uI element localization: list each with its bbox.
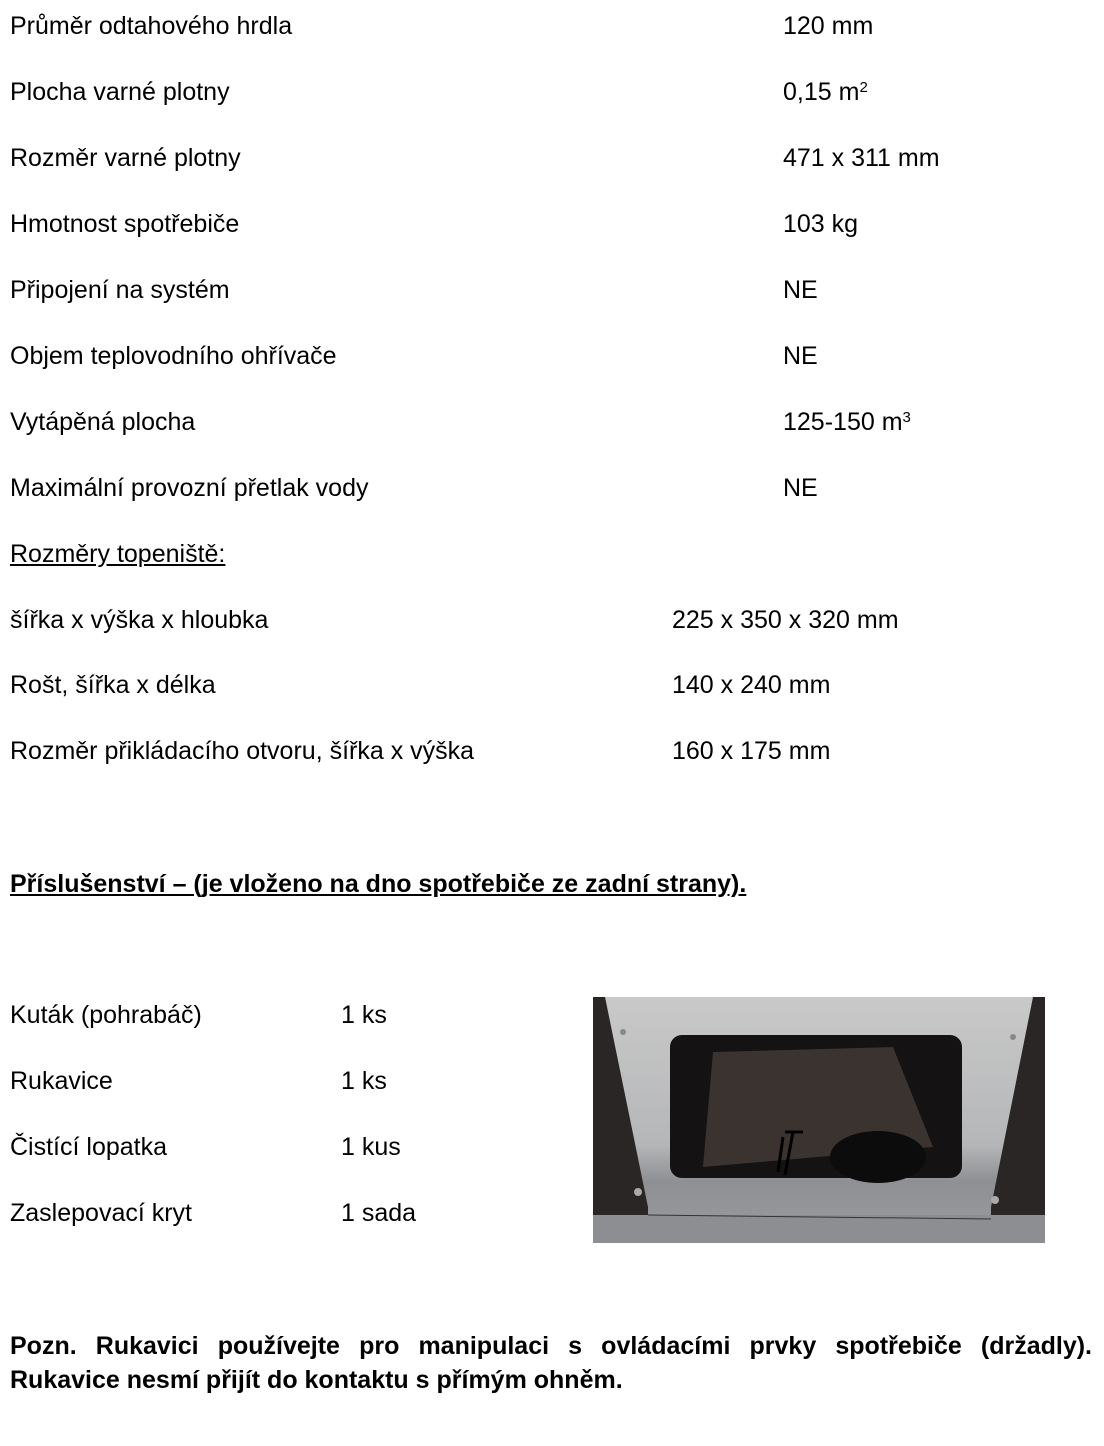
accessory-qty: 1 ks [341,1001,387,1029]
spec-value: NE [783,276,818,304]
value-text: 0,15 m [783,78,860,106]
spec-value: 120 mm [783,12,874,40]
accessory-label: Kuták (pohrabáč) [10,1001,202,1029]
firebox-label: Rozměr přikládacího otvoru, šířka x výška [10,737,475,765]
accessory-qty: 1 ks [341,1067,387,1095]
note: Pozn. Rukavici používejte pro manipulaci s ovládacími prvky spotřebiče (držadly). Rukavice nesmí přijít do kontaktu s přímým ohněm. [10,1332,1092,1394]
spec-label: Plocha varné plotny [10,78,230,106]
superscript: 3 [902,409,911,426]
spec-label: Vytápěná plocha [10,408,196,436]
spec-value: 103 kg [783,210,859,238]
stove-bottom-photo [593,997,1045,1243]
firebox-label: Rošt, šířka x délka [10,671,216,699]
spec-label: Připojení na systém [10,276,230,304]
spec-label: Rozměr varné plotny [10,144,241,172]
accessory-label: Zaslepovací kryt [10,1199,193,1227]
spec-value: NE [783,342,818,370]
spec-value: NE [783,474,818,502]
accessory-qty: 1 kus [341,1133,401,1161]
value-text: 125-150 m [783,408,903,436]
spec-value [783,77,868,107]
superscript: 2 [859,79,868,96]
accessory-qty: 1 sada [341,1199,417,1227]
firebox-value: 225 x 350 x 320 mm [672,606,899,634]
spec-label: Maximální provozní přetlak vody [10,474,369,502]
firebox-value: 140 x 240 mm [672,671,831,699]
spec-value [783,407,911,437]
firebox-heading: Rozměry topeniště: [10,540,226,568]
accessory-label: Rukavice [10,1067,113,1095]
firebox-value: 160 x 175 mm [672,737,831,765]
spec-value: 471 x 311 mm [783,144,940,172]
spec-label: Objem teplovodního ohřívače [10,342,337,370]
firebox-label: šířka x výška x hloubka [10,606,269,634]
accessories-heading: Příslušenství – (je vloženo na dno spotřebiče ze zadní strany). [10,870,747,898]
accessory-label: Čistící lopatka [10,1133,168,1161]
spec-label: Průměr odtahového hrdla [10,12,293,40]
spec-label: Hmotnost spotřebiče [10,210,240,238]
